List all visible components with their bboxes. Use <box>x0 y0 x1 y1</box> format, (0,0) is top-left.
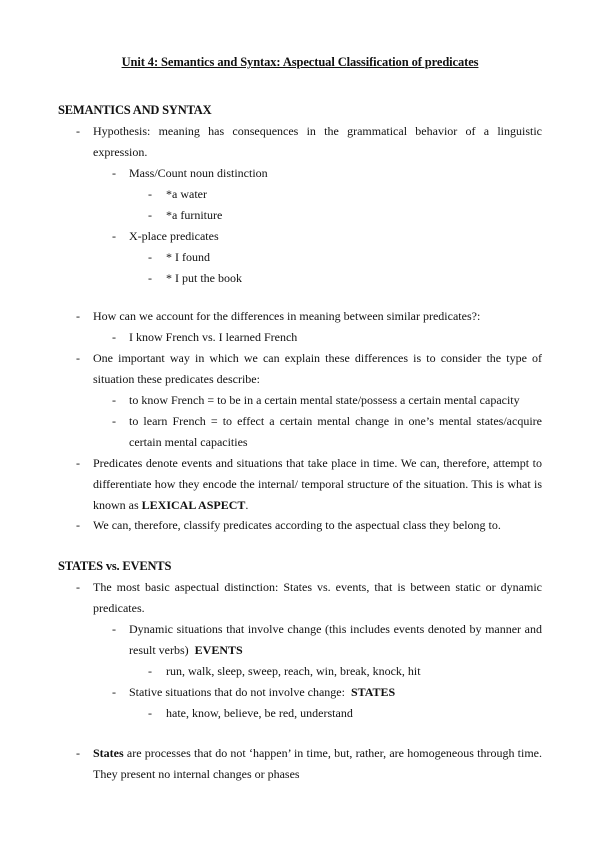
mass-example-1: *a water <box>166 187 207 201</box>
dynamic-text <box>129 619 542 661</box>
section-heading-semantics-syntax: SEMANTICS AND SYNTAX <box>58 103 212 117</box>
bullet-dash: - <box>76 518 80 532</box>
states-term: States <box>93 746 124 760</box>
dynamic-description: Dynamic situations that involve change (this includes events denoted by manner and result verbs) <box>129 622 542 657</box>
bullet-dash: - <box>76 456 80 470</box>
bullet-dash: - <box>148 706 152 720</box>
bullet-dash: - <box>112 685 116 699</box>
bullet-dash: - <box>148 250 152 264</box>
bullet-dash: - <box>76 746 80 760</box>
dynamic-examples: run, walk, sleep, sweep, reach, win, break, knock, hit <box>166 664 421 678</box>
know-french-text: to know French = to be in a certain mental state/possess a certain mental capacity <box>129 393 520 407</box>
states-text: are processes that do not ‘happen’ in time, but, rather, are homogeneous through time. They present no internal changes or phases <box>93 746 542 781</box>
learn-french-text: to learn French = to effect a certain mental change in one’s mental states/acquire certain mental capacities <box>129 414 542 449</box>
bullet-dash: - <box>148 187 152 201</box>
mass-count-text: Mass/Count noun distinction <box>129 166 268 180</box>
stative-description: Stative situations that do not involve change: <box>129 685 345 699</box>
mass-example-2: *a furniture <box>166 208 223 222</box>
section-heading-states-events: STATES vs. EVENTS <box>58 559 172 573</box>
bullet-dash: - <box>76 580 80 594</box>
bullet-dash: - <box>112 393 116 407</box>
bullet-dash: - <box>112 229 116 243</box>
basic-distinction-text: The most basic aspectual distinction: States vs. events, that is between static or dynamic predicates. <box>93 580 542 615</box>
bullet-dash: - <box>112 414 116 428</box>
question-example: I know French vs. I learned French <box>129 330 298 344</box>
bullet-dash: - <box>148 208 152 222</box>
one-way-text: One important way in which we can explain these differences is to consider the type of situation these predicates describe: <box>93 351 542 386</box>
bullet-dash: - <box>76 309 80 323</box>
stative-text <box>129 682 542 703</box>
question-text: How can we account for the differences in meaning between similar predicates?: <box>93 309 481 323</box>
hypothesis-text: Hypothesis: meaning has consequences in the grammatical behavior of a linguistic expression. <box>93 124 542 159</box>
bullet-dash: - <box>112 330 116 344</box>
xplace-example-1: * I found <box>166 250 210 264</box>
bullet-dash: - <box>76 124 80 138</box>
page-title: Unit 4: Semantics and Syntax: Aspectual Classification of predicates <box>121 55 479 69</box>
predicates-text-main: Predicates denote events and situations that take place in time. We can, therefore, attempt to differentiate how they encode the internal/ temporal structure of the situation. This is what is known as <box>93 456 542 512</box>
stative-examples: hate, know, believe, be red, understand <box>166 706 353 720</box>
bullet-dash: - <box>76 351 80 365</box>
states-description <box>93 743 542 785</box>
xplace-text: X-place predicates <box>129 229 219 243</box>
states-label: STATES <box>350 685 396 699</box>
bullet-dash: - <box>148 664 152 678</box>
predicates-text <box>93 453 542 516</box>
lexical-aspect-term: LEXICAL ASPECT <box>141 498 246 512</box>
bullet-dash: - <box>148 271 152 285</box>
predicates-text-end: . <box>245 498 249 512</box>
bullet-dash: - <box>112 622 116 636</box>
events-label: EVENTS <box>194 643 243 657</box>
classify-text: We can, therefore, classify predicates according to the aspectual class they belong to. <box>93 518 501 532</box>
bullet-dash: - <box>112 166 116 180</box>
xplace-example-2: * I put the book <box>166 271 242 285</box>
